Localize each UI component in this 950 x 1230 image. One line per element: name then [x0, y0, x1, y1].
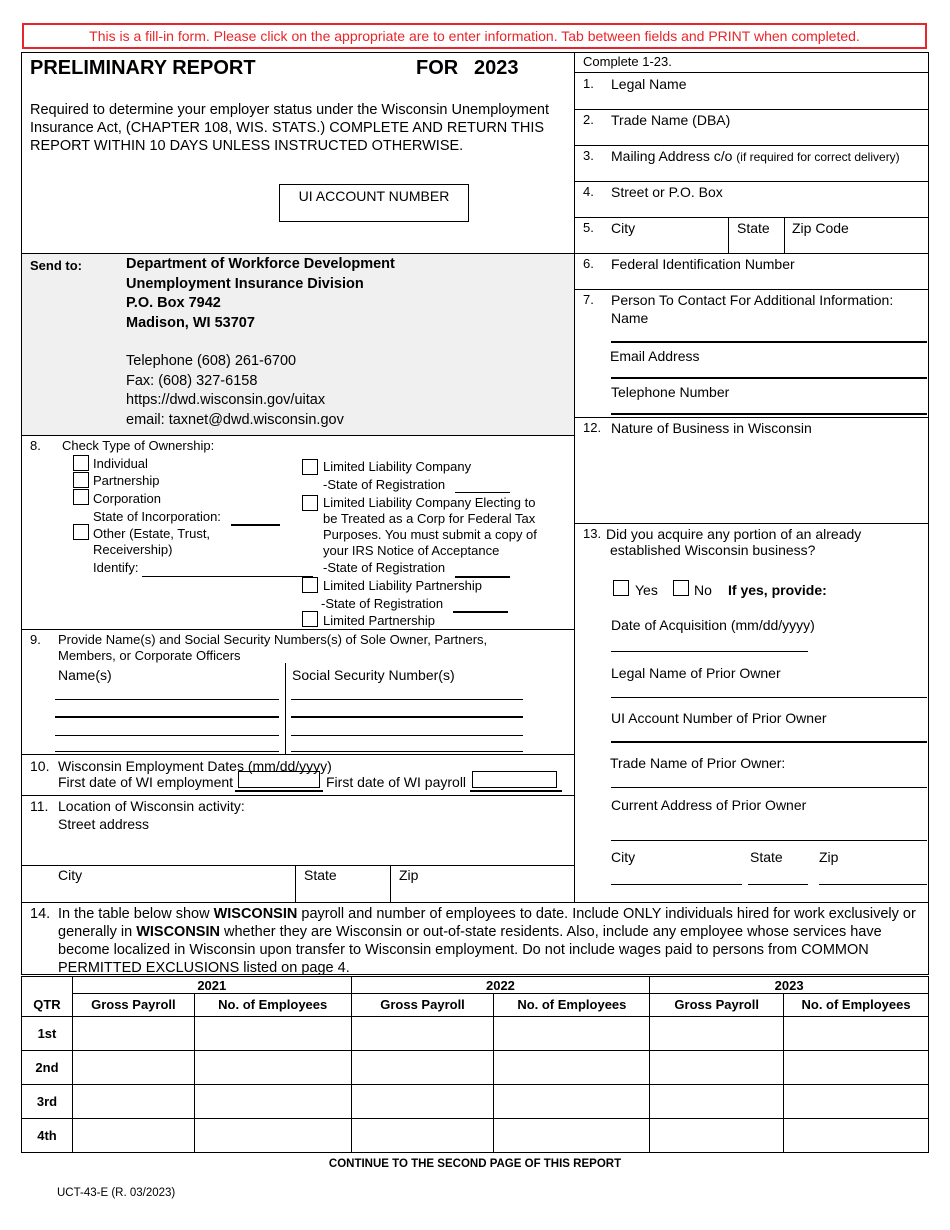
- owners-label-2: Members, or Corporate Officers: [58, 648, 241, 663]
- divider: [21, 435, 575, 436]
- divider: [55, 716, 279, 718]
- owner-names-label: Name(s): [58, 667, 112, 683]
- payroll-cell[interactable]: [72, 1050, 194, 1084]
- llp-state-label: -State of Registration: [321, 596, 444, 611]
- continue-note: CONTINUE TO THE SECOND PAGE OF THIS REPORT: [328, 1158, 622, 1170]
- payroll-instructions: [58, 905, 920, 977]
- payroll-cell[interactable]: [494, 1118, 650, 1152]
- payroll-cell[interactable]: [72, 1016, 194, 1050]
- table-row: [22, 1050, 929, 1084]
- prior-ui-account-label: UI Account Number of Prior Owner: [611, 710, 827, 726]
- llc-checkbox[interactable]: [302, 459, 318, 475]
- fein-label: Federal Identification Number: [611, 256, 795, 272]
- state-incorp-label: State of Incorporation:: [93, 509, 221, 524]
- payroll-bold-1: WISCONSIN: [213, 906, 298, 922]
- employees-header: No. of Employees: [494, 994, 650, 1017]
- payroll-cell[interactable]: [351, 1050, 494, 1084]
- location-state-input[interactable]: [300, 884, 386, 900]
- first-payroll-input[interactable]: [472, 771, 557, 788]
- llc-state-input[interactable]: [457, 477, 507, 492]
- llc-corp-label-2: be Treated as a Corp for Federal Tax: [323, 511, 536, 526]
- field-13-num: 13.: [583, 526, 602, 541]
- partnership-checkbox[interactable]: [73, 472, 89, 488]
- payroll-cell[interactable]: [784, 1016, 929, 1050]
- payroll-text-3: whether they are Wisconsin or out-of-state residents. Also, include any employee whose services have become localized in Wisconsin upon transfer to Wisconsin employment. Do not include wages paid to persons from COMMON PERMITTED EXCLUSIONS listed on page 4.: [58, 924, 882, 976]
- send-to-phone: Telephone (608) 261-6700: [126, 353, 297, 369]
- payroll-cell[interactable]: [194, 1118, 351, 1152]
- prior-legal-name-input[interactable]: [611, 680, 921, 696]
- prior-zip-label: Zip: [819, 849, 839, 865]
- divider: [611, 413, 927, 415]
- for-label: FOR: [416, 57, 459, 79]
- mailing-address-note: (if required for correct delivery): [736, 150, 900, 164]
- divider: [574, 109, 929, 110]
- mailing-address-input[interactable]: [611, 164, 921, 180]
- table-row: [22, 1118, 929, 1152]
- location-street-label: Street address: [58, 816, 150, 832]
- acquire-yes-label: Yes: [635, 582, 658, 598]
- divider: [231, 524, 280, 526]
- divider: [390, 865, 391, 902]
- llc-label: Limited Liability Company: [323, 459, 472, 474]
- payroll-cell[interactable]: [650, 1118, 784, 1152]
- gross-payroll-header: Gross Payroll: [72, 994, 194, 1017]
- contact-name-input[interactable]: [611, 325, 921, 341]
- send-to-line-3: P.O. Box 7942: [126, 295, 221, 311]
- divider: [728, 217, 729, 253]
- first-employment-label: First date of WI employment: [58, 774, 234, 790]
- divider: [748, 884, 808, 885]
- owner-ssn-label: Social Security Number(s): [292, 667, 455, 683]
- acquisition-date-input[interactable]: [611, 634, 806, 650]
- payroll-cell[interactable]: [784, 1084, 929, 1118]
- divider: [291, 699, 523, 700]
- payroll-text-2: payroll and number of employees to date. Include ONLY individuals hired for work exclusively or generally in: [58, 906, 916, 940]
- table-row: [22, 1016, 929, 1050]
- payroll-cell[interactable]: [494, 1016, 650, 1050]
- prior-address-input[interactable]: [611, 823, 921, 839]
- mailing-address-label: [611, 148, 900, 165]
- divider: [21, 795, 575, 796]
- quarter-label: 4th: [22, 1118, 73, 1152]
- location-street-input[interactable]: [58, 838, 563, 856]
- payroll-text-1: In the table below show: [58, 906, 214, 922]
- llc-corp-state-input[interactable]: [457, 560, 507, 575]
- field-10-num: 10.: [30, 758, 50, 774]
- divider: [784, 217, 785, 253]
- divider: [142, 576, 313, 577]
- first-employment-input[interactable]: [238, 771, 320, 788]
- divider: [291, 751, 523, 752]
- divider: [611, 697, 927, 698]
- prior-trade-name-input[interactable]: [611, 770, 921, 786]
- contact-email-label: Email Address: [610, 348, 700, 364]
- qtr-header: QTR: [22, 994, 73, 1017]
- fill-in-notice-text: This is a fill-in form. Please click on the appropriate are to enter information. Tab between fields and PRINT when completed.: [89, 28, 860, 44]
- payroll-cell[interactable]: [194, 1084, 351, 1118]
- report-year: 2023: [474, 57, 519, 79]
- divider: [285, 663, 286, 754]
- payroll-cell[interactable]: [494, 1050, 650, 1084]
- payroll-cell[interactable]: [650, 1084, 784, 1118]
- payroll-cell[interactable]: [351, 1084, 494, 1118]
- acquire-yes-checkbox[interactable]: [613, 580, 629, 596]
- qtr-spacer: [22, 977, 73, 994]
- field-8-num: 8.: [30, 438, 41, 453]
- acquire-label-2: established Wisconsin business?: [610, 542, 816, 558]
- first-payroll-label: First date of WI payroll: [326, 774, 467, 790]
- location-zip-input[interactable]: [396, 884, 568, 900]
- corporation-label: Corporation: [93, 491, 161, 506]
- payroll-cell[interactable]: [494, 1084, 650, 1118]
- divider: [455, 492, 510, 493]
- divider: [21, 865, 575, 866]
- lp-label: Limited Partnership: [323, 613, 435, 628]
- city-label: City: [611, 220, 636, 236]
- other-label-2: Receivership): [93, 542, 173, 557]
- owner-name-1[interactable]: [56, 683, 276, 698]
- field-7-num: 7.: [583, 292, 594, 307]
- field-1-num: 1.: [583, 76, 594, 91]
- send-to-line-1: Department of Workforce Development: [126, 256, 395, 272]
- divider: [21, 902, 929, 903]
- send-to-email[interactable]: email: taxnet@dwd.wisconsin.gov: [126, 412, 344, 428]
- divider: [611, 377, 927, 379]
- divider: [574, 289, 929, 290]
- field-11-num: 11.: [30, 798, 49, 814]
- state-input[interactable]: [733, 236, 779, 252]
- year-2022-header: 2022: [351, 977, 650, 994]
- divider: [291, 716, 523, 718]
- city-input[interactable]: [611, 236, 723, 252]
- llc-state-label: -State of Registration: [323, 477, 446, 492]
- divider: [611, 884, 742, 885]
- table-row: [22, 1084, 929, 1118]
- contact-phone-input[interactable]: [611, 397, 921, 413]
- state-incorp-input[interactable]: [232, 508, 278, 523]
- llp-label: Limited Liability Partnership: [323, 578, 482, 593]
- payroll-cell[interactable]: [784, 1050, 929, 1084]
- payroll-cell[interactable]: [194, 1016, 351, 1050]
- field-5-num: 5.: [583, 220, 594, 235]
- payroll-bold-2: WISCONSIN: [136, 924, 220, 940]
- payroll-cell[interactable]: [650, 1016, 784, 1050]
- divider: [55, 751, 279, 752]
- owners-label-1: Provide Name(s) and Social Security Numbers(s) of Sole Owner, Partners,: [58, 632, 488, 647]
- ui-account-label: UI ACCOUNT NUMBER: [298, 188, 450, 204]
- divider: [611, 787, 927, 788]
- divider: [574, 217, 929, 218]
- field-12-num: 12.: [583, 420, 602, 435]
- identify-label: Identify:: [93, 560, 139, 575]
- field-4-num: 4.: [583, 184, 594, 199]
- owner-name-2[interactable]: [56, 701, 276, 716]
- divider: [574, 417, 929, 418]
- year-2021-header: 2021: [72, 977, 351, 994]
- llc-corp-checkbox[interactable]: [302, 495, 318, 511]
- divider: [574, 145, 929, 146]
- location-state-label: State: [304, 867, 337, 883]
- send-to-url[interactable]: https://dwd.wisconsin.gov/uitax: [126, 392, 326, 408]
- divider: [470, 790, 562, 792]
- identify-input[interactable]: [143, 560, 311, 575]
- mailing-address-text: Mailing Address c/o: [611, 148, 733, 164]
- field-3-num: 3.: [583, 148, 594, 163]
- field-14-num: 14.: [30, 906, 51, 922]
- year-2023-header: 2023: [650, 977, 929, 994]
- location-label: Location of Wisconsin activity:: [58, 798, 245, 814]
- nature-business-label: Nature of Business in Wisconsin: [611, 420, 812, 436]
- column-divider: [574, 52, 575, 902]
- llc-corp-label-3: Purposes. You must submit a copy of: [323, 527, 537, 542]
- corporation-checkbox[interactable]: [73, 489, 89, 505]
- prior-state-label: State: [750, 849, 783, 865]
- owner-name-4[interactable]: [56, 736, 276, 751]
- divider: [21, 754, 575, 755]
- table-row: [22, 977, 929, 994]
- employment-dates-label: Wisconsin Employment Dates (mm/dd/yyyy): [58, 758, 332, 774]
- llc-corp-label-4: your IRS Notice of Acceptance: [323, 543, 500, 558]
- llp-state-input[interactable]: [455, 596, 505, 611]
- prior-city-label: City: [611, 849, 636, 865]
- divider: [55, 699, 279, 700]
- divider: [819, 884, 927, 885]
- payroll-cell[interactable]: [72, 1084, 194, 1118]
- divider: [295, 865, 296, 902]
- prior-legal-name-label: Legal Name of Prior Owner: [611, 665, 781, 681]
- divider: [611, 651, 808, 652]
- send-to-label: Send to:: [30, 258, 82, 273]
- legal-name-label: Legal Name: [611, 76, 687, 92]
- complete-note: Complete 1-23.: [583, 54, 672, 69]
- contact-phone-label: Telephone Number: [611, 384, 730, 400]
- location-city-label: City: [58, 867, 83, 883]
- field-2-num: 2.: [583, 112, 594, 127]
- prior-ui-account-input[interactable]: [611, 725, 921, 741]
- field-9-num: 9.: [30, 632, 41, 647]
- street-input[interactable]: [611, 200, 921, 216]
- state-label: State: [737, 220, 770, 236]
- quarter-label: 3rd: [22, 1084, 73, 1118]
- prior-trade-name-label: Trade Name of Prior Owner:: [610, 755, 786, 771]
- location-city-input[interactable]: [58, 884, 290, 900]
- payroll-cell[interactable]: [784, 1118, 929, 1152]
- owner-ssn-1[interactable]: [292, 683, 520, 698]
- acquire-no-checkbox[interactable]: [673, 580, 689, 596]
- prior-city-input[interactable]: [611, 867, 740, 883]
- payroll-table: [21, 976, 929, 1153]
- field-6-num: 6.: [583, 256, 594, 271]
- ownership-label: Check Type of Ownership:: [62, 438, 215, 453]
- fein-input[interactable]: [611, 272, 921, 288]
- divider: [21, 629, 575, 630]
- trade-name-input[interactable]: [611, 128, 921, 144]
- location-zip-label: Zip: [399, 867, 419, 883]
- prior-state-input[interactable]: [748, 867, 806, 883]
- send-to-fax: Fax: (608) 327-6158: [126, 373, 258, 389]
- divider: [611, 840, 927, 841]
- payroll-cell[interactable]: [351, 1016, 494, 1050]
- owner-ssn-2[interactable]: [292, 701, 520, 716]
- divider: [574, 523, 929, 524]
- zip-label: Zip Code: [792, 220, 849, 236]
- divider: [235, 790, 323, 792]
- divider: [574, 181, 929, 182]
- individual-checkbox[interactable]: [73, 455, 89, 471]
- owner-ssn-3[interactable]: [292, 719, 520, 734]
- llp-checkbox[interactable]: [302, 577, 318, 593]
- lp-checkbox[interactable]: [302, 611, 318, 627]
- ui-account-box[interactable]: [279, 184, 469, 222]
- llc-corp-label-1: Limited Liability Company Electing to: [323, 495, 536, 510]
- send-to-line-2: Unemployment Insurance Division: [126, 276, 364, 292]
- zip-input[interactable]: [790, 236, 922, 252]
- if-yes-label: If yes, provide:: [728, 582, 827, 598]
- owner-ssn-4[interactable]: [292, 736, 520, 751]
- table-row: [22, 994, 929, 1017]
- send-to-line-4: Madison, WI 53707: [126, 315, 255, 331]
- quarter-label: 1st: [22, 1016, 73, 1050]
- quarter-label: 2nd: [22, 1050, 73, 1084]
- acquire-label-1: Did you acquire any portion of an already: [606, 526, 862, 542]
- employees-header: No. of Employees: [784, 994, 929, 1017]
- gross-payroll-header: Gross Payroll: [351, 994, 494, 1017]
- prior-zip-input[interactable]: [819, 867, 925, 883]
- payroll-cell[interactable]: [194, 1050, 351, 1084]
- street-label: Street or P.O. Box: [611, 184, 723, 200]
- nature-business-input[interactable]: [584, 440, 922, 518]
- acquisition-date-label: Date of Acquisition (mm/dd/yyyy): [611, 617, 815, 633]
- llc-corp-state-label: -State of Registration: [323, 560, 446, 575]
- form-id: UCT-43-E (R. 03/2023): [57, 1187, 176, 1199]
- fill-in-notice: [22, 23, 927, 49]
- report-title: PRELIMINARY REPORT: [30, 57, 256, 79]
- gross-payroll-header: Gross Payroll: [650, 994, 784, 1017]
- prior-address-label: Current Address of Prior Owner: [611, 797, 807, 813]
- contact-name-label: Name: [611, 310, 649, 326]
- divider: [611, 741, 927, 743]
- instructions-text: Required to determine your employer status under the Wisconsin Unemployment Insurance Act, (CHAPTER 108, WIS. STATS.) COMPLETE AND RETURN THIS REPORT WITHIN 10 DAYS UNLESS INSTRUCTED OTHERWISE.: [30, 102, 550, 154]
- payroll-cell[interactable]: [72, 1118, 194, 1152]
- individual-label: Individual: [93, 456, 148, 471]
- divider: [453, 611, 508, 613]
- divider: [574, 72, 929, 73]
- trade-name-label: Trade Name (DBA): [611, 112, 731, 128]
- payroll-cell[interactable]: [650, 1050, 784, 1084]
- acquire-no-label: No: [694, 582, 712, 598]
- contact-label: Person To Contact For Additional Information:: [611, 292, 894, 308]
- contact-email-input[interactable]: [611, 361, 921, 377]
- partnership-label: Partnership: [93, 473, 160, 488]
- other-label-1: Other (Estate, Trust,: [93, 526, 211, 541]
- legal-name-input[interactable]: [611, 92, 921, 108]
- employees-header: No. of Employees: [194, 994, 351, 1017]
- owner-name-3[interactable]: [56, 719, 276, 734]
- payroll-cell[interactable]: [351, 1118, 494, 1152]
- other-checkbox[interactable]: [73, 524, 89, 540]
- divider: [611, 341, 927, 343]
